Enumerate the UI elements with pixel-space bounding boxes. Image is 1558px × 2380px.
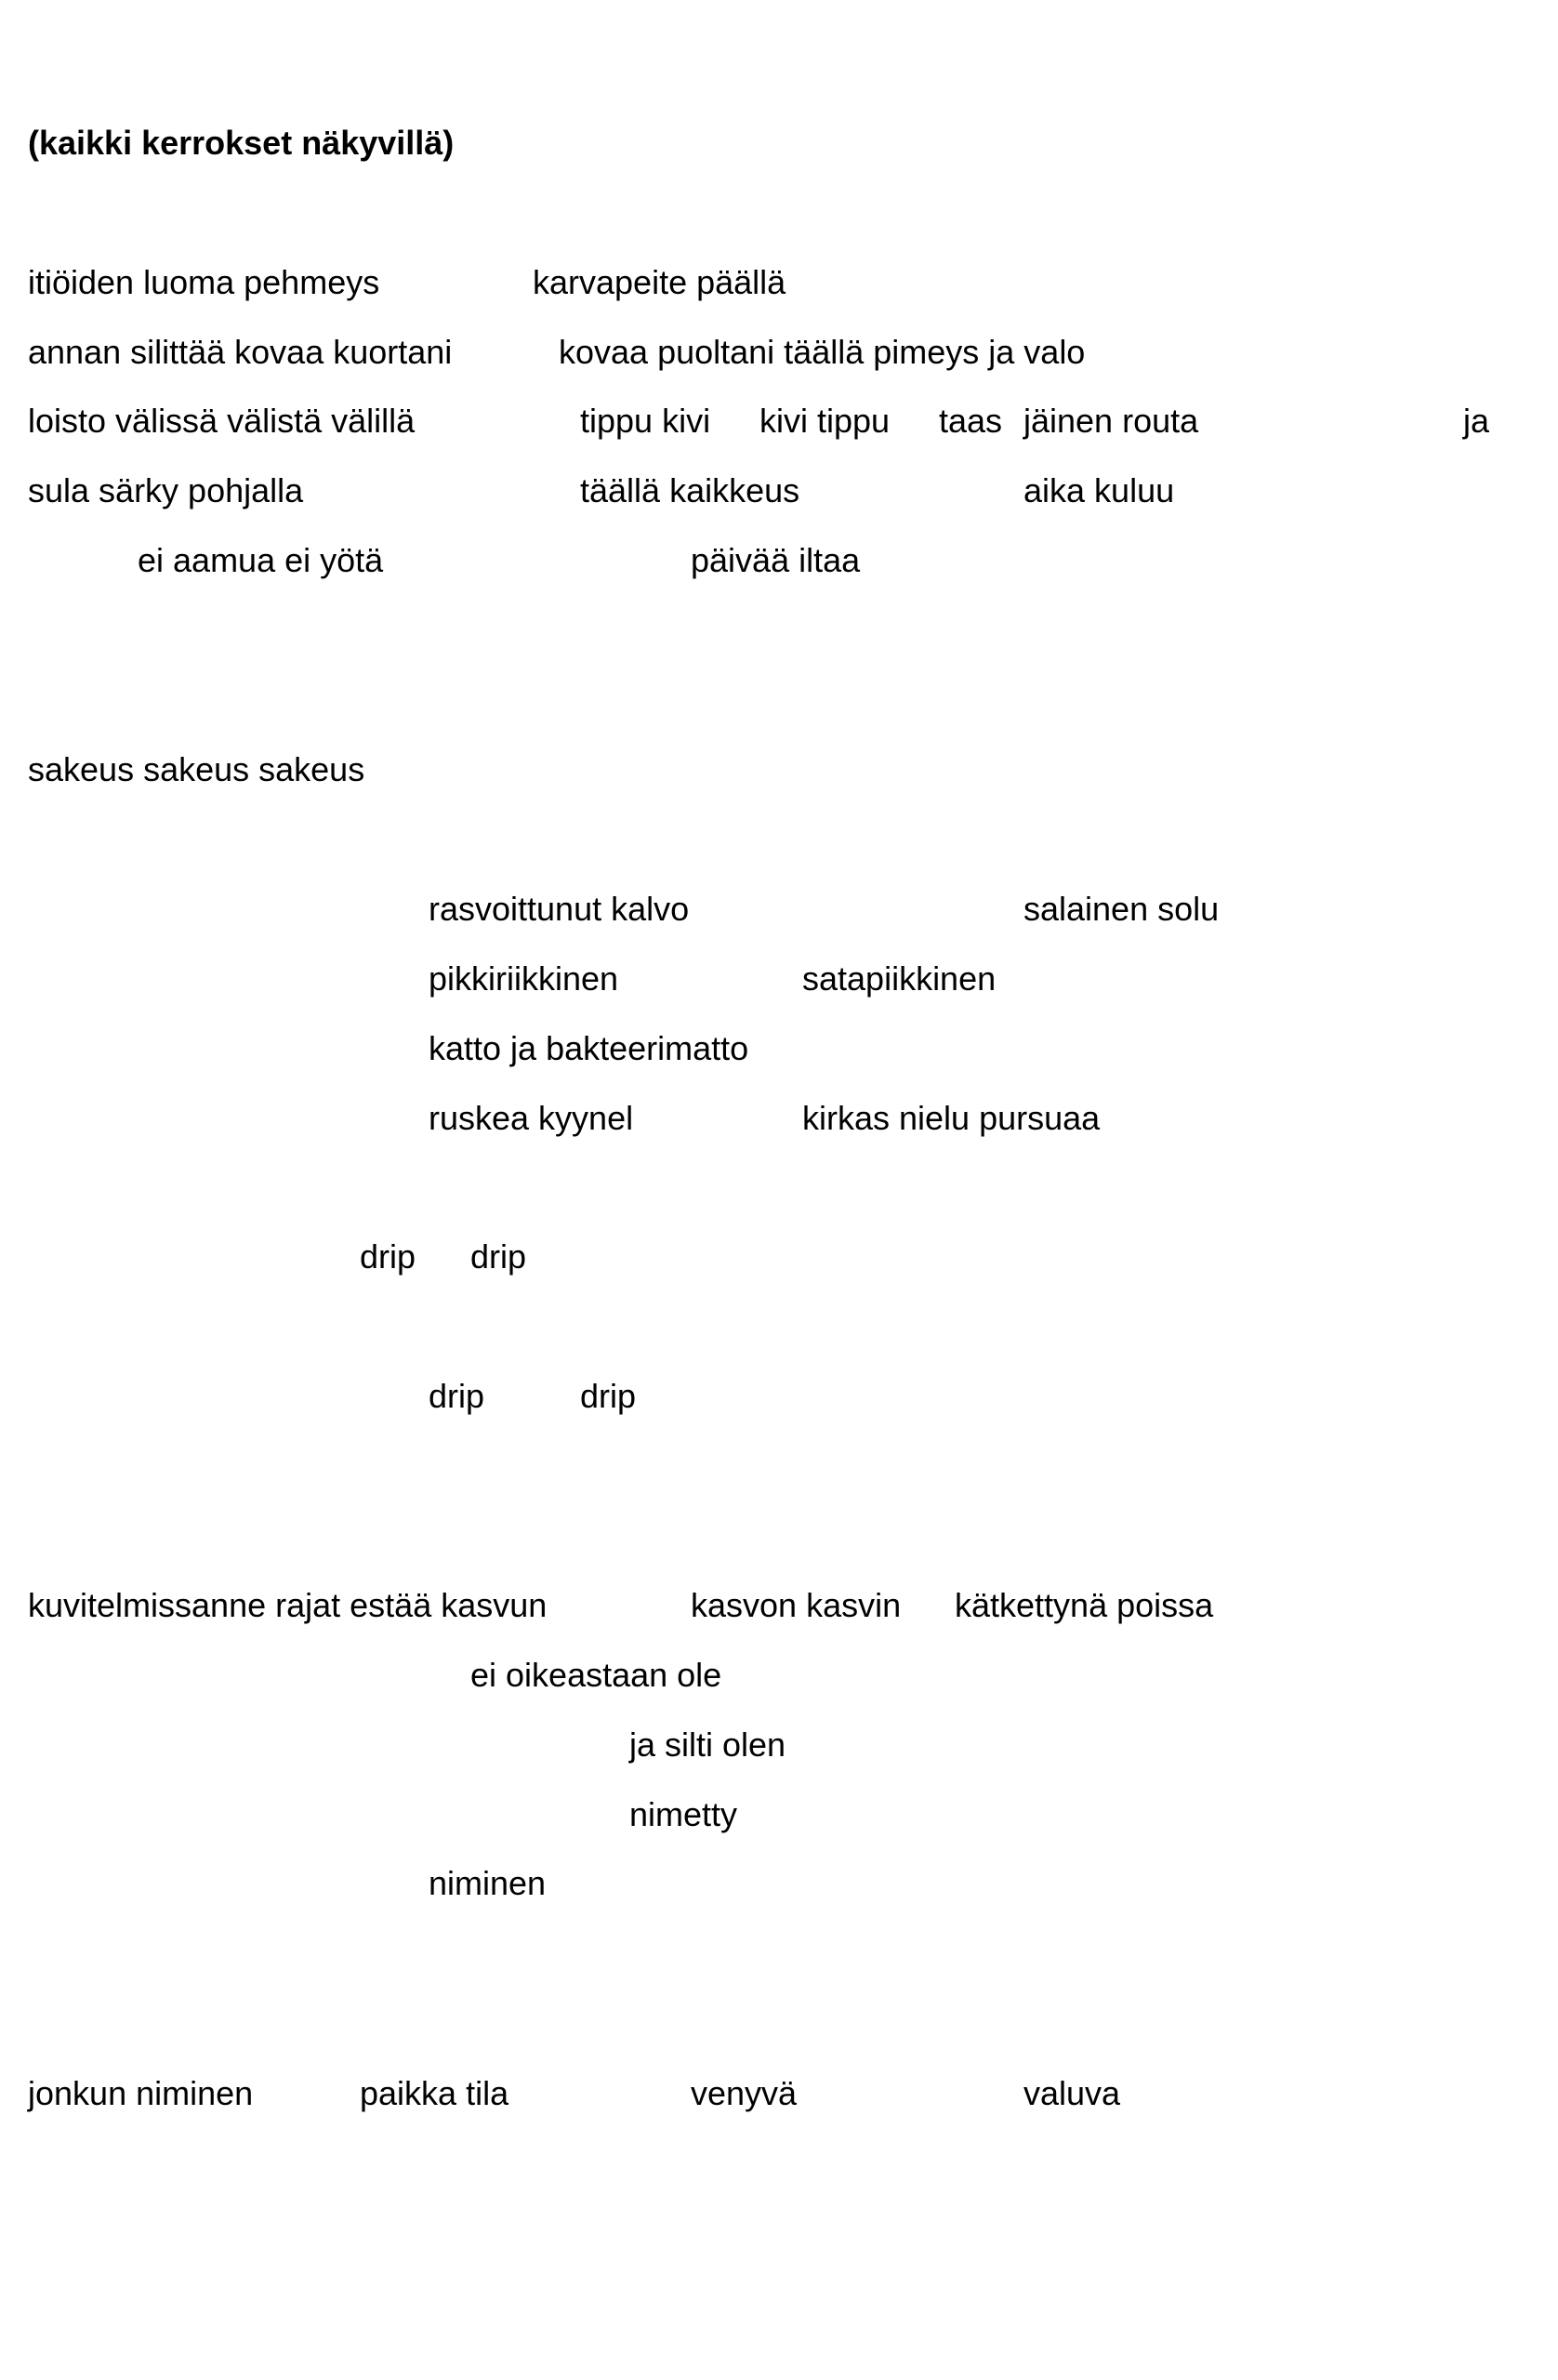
poem-fragment: valuva: [1023, 2074, 1121, 2112]
poem-fragment: ja: [1463, 402, 1490, 440]
poem-fragment: drip: [470, 1237, 527, 1276]
poem-fragment: täällä kaikkeus: [580, 471, 800, 509]
poem-fragment: nimetty: [629, 1795, 738, 1833]
poem-fragment: kivi tippu: [759, 402, 891, 440]
poem-fragment: pikkiriikkinen: [429, 959, 619, 998]
poem-fragment: taas: [939, 402, 1003, 440]
poem-fragment: rasvoittunut kalvo: [429, 890, 690, 928]
poem-fragment: ei oikeastaan ole: [470, 1656, 722, 1694]
poem-fragment: ruskea kyynel: [429, 1099, 634, 1137]
poem-fragment: drip: [580, 1377, 637, 1415]
poem-title: (kaikki kerrokset näkyvillä): [28, 124, 455, 162]
poem-fragment: itiöiden luoma pehmeys: [28, 263, 380, 301]
poem-fragment: annan silittää kovaa kuortani: [28, 333, 453, 371]
poem-fragment: drip: [429, 1377, 485, 1415]
poem-fragment: kätkettynä poissa: [955, 1586, 1214, 1624]
poem-fragment: päivää iltaa: [691, 541, 861, 579]
poem-fragment: drip: [360, 1237, 416, 1276]
poem-fragment: sakeus sakeus sakeus: [28, 750, 365, 788]
poem-fragment: ei aamua ei yötä: [138, 541, 384, 579]
poem-fragment: kovaa puoltani täällä pimeys ja valo: [559, 333, 1086, 371]
poem-fragment: kasvon kasvin: [691, 1586, 902, 1624]
poem-fragment: karvapeite päällä: [533, 263, 786, 301]
poem-fragment: katto ja bakteerimatto: [429, 1029, 749, 1067]
poem-fragment: satapiikkinen: [802, 959, 997, 998]
poem-fragment: jäinen routa: [1023, 402, 1199, 440]
poem-fragment: kirkas nielu pursuaa: [802, 1099, 1101, 1137]
poem-fragment: niminen: [429, 1864, 547, 1902]
poem-fragment: salainen solu: [1023, 890, 1220, 928]
poem-fragment: paikka tila: [360, 2074, 509, 2112]
poem-fragment: loisto välissä välistä välillä: [28, 402, 416, 440]
poem-fragment: sula särky pohjalla: [28, 471, 304, 509]
poem-fragment: aika kuluu: [1023, 471, 1175, 509]
poem-fragment: kuvitelmissanne rajat estää kasvun: [28, 1586, 548, 1624]
poem-fragment: jonkun niminen: [28, 2074, 254, 2112]
poem-fragment: venyvä: [691, 2074, 798, 2112]
poem-fragment: tippu kivi: [580, 402, 711, 440]
poem-fragment: ja silti olen: [629, 1726, 786, 1764]
